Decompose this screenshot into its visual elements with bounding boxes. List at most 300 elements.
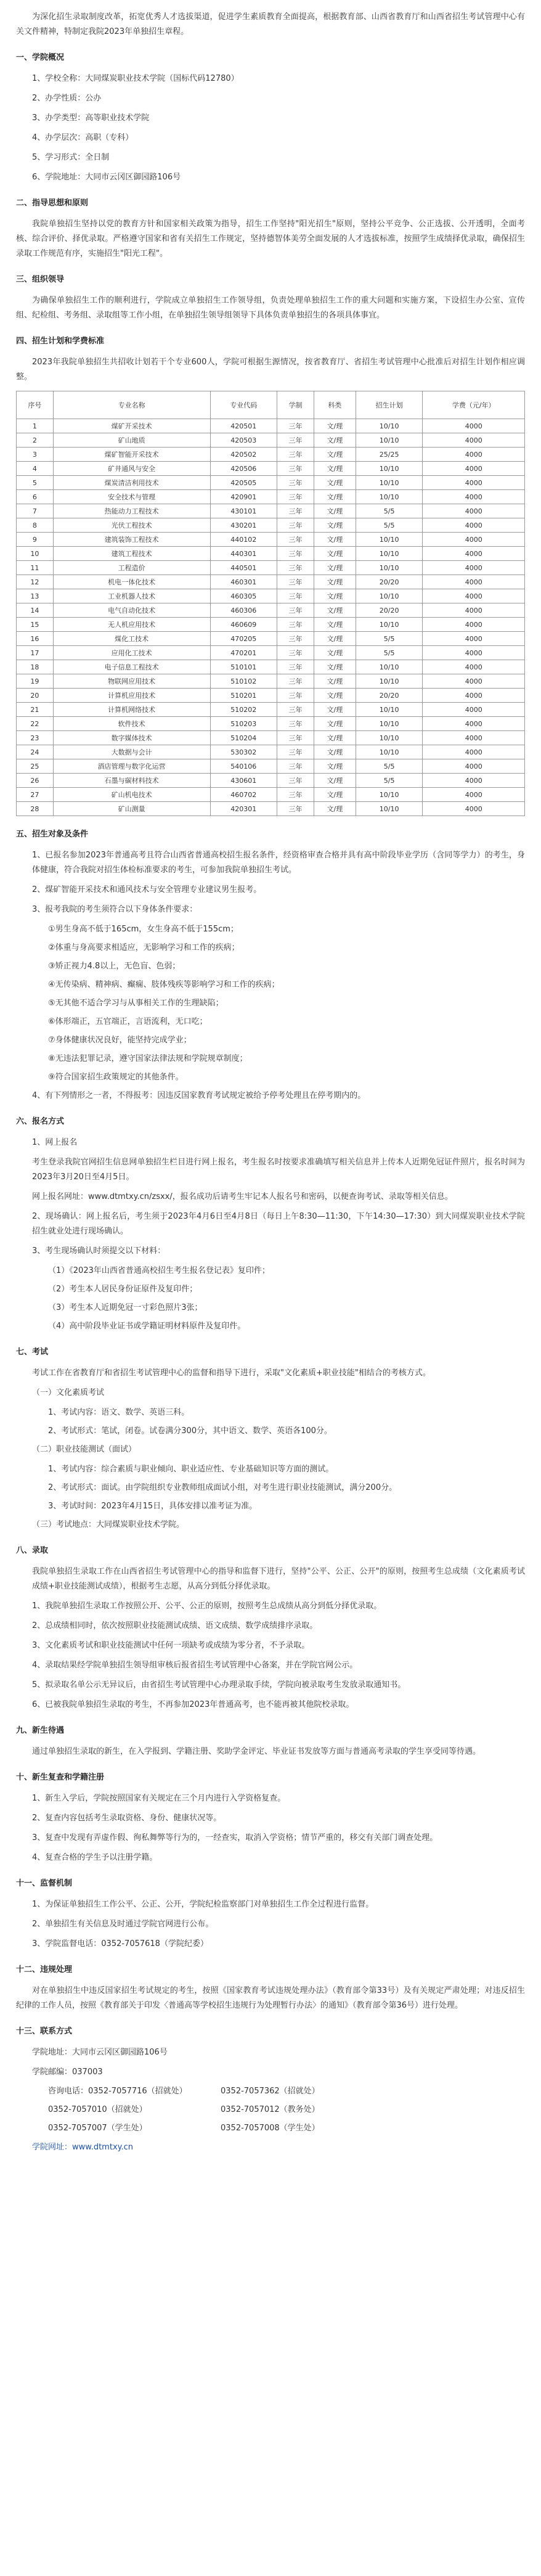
table-cell: 文/理 — [314, 802, 356, 816]
review-item: 2、复查内容包括考生录取资格、身份、健康状况等。 — [32, 1813, 222, 1823]
supervision-item: 1、为保证单独招生工作公平、公正、公开，学院纪检监察部门对单独招生工作全过程进行监督。 — [32, 1900, 374, 1909]
table-cell: 文/理 — [314, 518, 356, 533]
table-cell: 4000 — [423, 774, 525, 788]
table-cell: 矿山机电技术 — [53, 788, 210, 802]
table-cell: 文/理 — [314, 646, 356, 660]
registration-item: （1）《2023年山西省普通高校招生考生报名登记表》复印件； — [48, 1266, 270, 1275]
table-cell: 软件技术 — [53, 717, 210, 731]
table-cell: 11 — [17, 561, 54, 575]
registration-item: 1、网上报名 — [32, 1138, 78, 1147]
table-header-cell: 招生计划 — [356, 391, 423, 419]
table-cell: 10/10 — [356, 419, 423, 433]
table-cell: 文/理 — [314, 589, 356, 603]
table-cell: 10/10 — [356, 660, 423, 674]
table-cell: 三年 — [277, 774, 314, 788]
table-cell: 4000 — [423, 433, 525, 448]
table-cell: 27 — [17, 788, 54, 802]
table-row — [17, 504, 525, 518]
table-cell: 8 — [17, 518, 54, 533]
table-cell: 三年 — [277, 490, 314, 504]
section-heading: 一、学院概况 — [16, 53, 65, 62]
table-cell: 三年 — [277, 674, 314, 689]
table-cell: 510204 — [210, 731, 277, 745]
phone-row — [16, 2103, 525, 2117]
table-cell: 文/理 — [314, 575, 356, 589]
section-heading: 十二、违规处理 — [16, 1965, 73, 1974]
table-cell: 矿井通风与安全 — [53, 462, 210, 476]
table-cell: 9 — [17, 533, 54, 547]
table-cell: 1 — [17, 419, 54, 433]
table-cell: 文/理 — [314, 632, 356, 646]
table-cell: 文/理 — [314, 433, 356, 448]
table-cell: 22 — [17, 717, 54, 731]
registration-item: （2）考生本人居民身份证原件及复印件； — [48, 1285, 198, 1294]
table-cell: 文/理 — [314, 774, 356, 788]
phone-number: 0352-7057012（教务处） — [221, 2105, 320, 2114]
table-cell: 4000 — [423, 802, 525, 816]
table-cell: 煤炭清洁利用技术 — [53, 476, 210, 490]
table-cell: 10/10 — [356, 589, 423, 603]
eligibility-item: ⑤无其他不适合学习与从事相关工作的生理缺陷； — [48, 999, 224, 1008]
table-cell: 20/20 — [356, 575, 423, 589]
table-cell: 三年 — [277, 745, 314, 759]
table-cell: 10/10 — [356, 717, 423, 731]
table-cell: 18 — [17, 660, 54, 674]
section-heading: 十三、联系方式 — [16, 2027, 73, 2036]
registration-item: 3、考生现场确认时须提交以下材料： — [32, 1246, 166, 1256]
table-cell: 440102 — [210, 533, 277, 547]
overview-item: 4、办学层次：高职（专科） — [32, 133, 134, 142]
supervision-list — [16, 1897, 525, 1952]
exam-item: 考试工作在省教育厅和省招生考试管理中心的监督和指导下进行，采取"文化素质+职业技能"相结合的考核方式。 — [32, 1368, 431, 1378]
supervision-item: 3、学院监督电话：0352-7057618（学院纪委） — [32, 1939, 208, 1948]
table-cell: 应用化工技术 — [53, 646, 210, 660]
table-cell: 23 — [17, 731, 54, 745]
phone-number: 咨询电话：0352-7057716（招就处） — [48, 2087, 187, 2096]
table-cell: 3 — [17, 448, 54, 462]
table-cell: 460702 — [210, 788, 277, 802]
table-cell: 510102 — [210, 674, 277, 689]
admission-item: 2、总成绩相同时，依次按照职业技能测试成绩、语文成绩、数学成绩排序录取。 — [32, 1621, 318, 1630]
table-cell: 10/10 — [356, 547, 423, 561]
overview-item: 5、学习形式：全日制 — [32, 153, 110, 162]
table-header-cell: 科类 — [314, 391, 356, 419]
section-heading: 六、报名方式 — [16, 1117, 65, 1126]
table-cell: 物联网应用技术 — [53, 674, 210, 689]
table-cell: 文/理 — [314, 476, 356, 490]
table-cell: 25/25 — [356, 448, 423, 462]
registration-item: 网上报名网址：www.dtmtxy.cn/zsxx/，报名成功后请考生牢记本人报名号和密码，以便查询考试、录取等相关信息。 — [32, 1192, 453, 1201]
table-cell: 4000 — [423, 490, 525, 504]
table-row — [17, 476, 525, 490]
table-cell: 10 — [17, 547, 54, 561]
table-header-row — [17, 391, 525, 419]
table-cell: 文/理 — [314, 703, 356, 717]
registration-item: （3）考生本人近期免冠一寸彩色照片3张； — [48, 1303, 203, 1312]
table-cell: 15 — [17, 618, 54, 632]
table-cell: 石墨与碳材料技术 — [53, 774, 210, 788]
table-cell: 三年 — [277, 788, 314, 802]
table-row — [17, 561, 525, 575]
review-item: 4、复查合格的学生予以注册学籍。 — [32, 1853, 158, 1862]
table-cell: 三年 — [277, 547, 314, 561]
table-cell: 28 — [17, 802, 54, 816]
organization-paragraph: 为确保单独招生工作的顺利进行，学院成立单独招生工作领导组，负责处理单独招生工作的重大问题和实施方案，下设招生办公室、宣传组、纪检组、考务组、录取组等工作小组，在单独招生领导组领导下具体负责单独招生的各项具体事宜。 — [16, 296, 525, 320]
table-cell: 工业机器人技术 — [53, 589, 210, 603]
section-heading: 八、录取 — [16, 1546, 49, 1555]
section-heading: 九、新生待遇 — [16, 1726, 65, 1735]
contact-postcode: 学院邮编：037003 — [32, 2067, 103, 2077]
table-row — [17, 533, 525, 547]
table-cell: 电子信息工程技术 — [53, 660, 210, 674]
table-cell: 4000 — [423, 603, 525, 618]
plan-intro: 2023年我院单独招生共招收计划若干个专业600人，学院可根据生源情况，按省教育厅、省招生考试管理中心批准后对招生计划作相应调整。 — [16, 358, 525, 382]
table-cell: 三年 — [277, 603, 314, 618]
table-cell: 三年 — [277, 717, 314, 731]
table-cell: 4000 — [423, 618, 525, 632]
table-cell: 10/10 — [356, 476, 423, 490]
benefits-paragraph: 通过单独招生录取的新生，在入学报到、学籍注册、奖助学金评定、毕业证书发放等方面与普通高考录取的学生享受同等待遇。 — [32, 1747, 481, 1756]
table-cell: 文/理 — [314, 689, 356, 703]
table-cell: 酒店管理与数字化运营 — [53, 759, 210, 774]
table-cell: 三年 — [277, 759, 314, 774]
table-cell: 三年 — [277, 660, 314, 674]
admission-item: 1、我院单独招生录取工作按照公开、公平、公正的原则，按照考生总成绩从高分到低分择优录取。 — [32, 1601, 382, 1611]
table-cell: 矿山地质 — [53, 433, 210, 448]
table-cell: 三年 — [277, 448, 314, 462]
table-cell: 5/5 — [356, 504, 423, 518]
table-cell: 计算机应用技术 — [53, 689, 210, 703]
table-cell: 文/理 — [314, 759, 356, 774]
table-cell: 文/理 — [314, 618, 356, 632]
table-cell: 三年 — [277, 504, 314, 518]
table-cell: 7 — [17, 504, 54, 518]
eligibility-item: 1、已报名参加2023年普通高考且符合山西省普通高校招生报名条件，经资格审查合格并具有高中阶段毕业学历（含同等学力）的考生，身体健康，符合我院对招生体检标准要求的考生，可参加我院单独招生考试。 — [32, 851, 525, 875]
table-cell: 三年 — [277, 589, 314, 603]
table-cell: 420505 — [210, 476, 277, 490]
table-cell: 电气自动化技术 — [53, 603, 210, 618]
table-cell: 530302 — [210, 745, 277, 759]
table-cell: 510201 — [210, 689, 277, 703]
table-cell: 10/10 — [356, 533, 423, 547]
table-row — [17, 575, 525, 589]
table-cell: 煤矿智能开采技术 — [53, 448, 210, 462]
table-cell: 三年 — [277, 646, 314, 660]
table-cell: 4000 — [423, 476, 525, 490]
table-cell: 20 — [17, 689, 54, 703]
phone-row — [16, 2122, 525, 2135]
table-cell: 无人机应用技术 — [53, 618, 210, 632]
table-cell: 煤化工技术 — [53, 632, 210, 646]
table-cell: 26 — [17, 774, 54, 788]
eligibility-item: 4、有下列情形之一者，不得报考：因违反国家教育考试规定被给予停考处理且在停考期内的。 — [32, 1091, 366, 1100]
eligibility-item: ⑥体形端正，五官端正，言语流利，无口吃； — [48, 1017, 208, 1026]
table-cell: 4000 — [423, 419, 525, 433]
table-row — [17, 462, 525, 476]
table-cell: 4000 — [423, 674, 525, 689]
table-cell: 510202 — [210, 703, 277, 717]
table-row — [17, 660, 525, 674]
table-cell: 文/理 — [314, 603, 356, 618]
table-cell: 文/理 — [314, 660, 356, 674]
exam-item: 3、考试时间：2023年4月15日，具体安排以准考证为准。 — [48, 1502, 258, 1511]
table-header-cell: 专业名称 — [53, 391, 210, 419]
exam-item: 1、考试内容：综合素质与职业倾向、职业适应性、专业基础知识等方面的测试。 — [48, 1465, 334, 1474]
table-cell: 文/理 — [314, 533, 356, 547]
table-cell: 文/理 — [314, 717, 356, 731]
table-cell: 460305 — [210, 589, 277, 603]
overview-item: 2、办学性质：公办 — [32, 94, 102, 103]
table-cell: 460301 — [210, 575, 277, 589]
table-body — [17, 419, 525, 816]
admission-item: 5、拟录取名单公示无异议后，由省招生考试管理中心办理录取手续，学院向被录取考生发放录取通知书。 — [32, 1680, 406, 1690]
eligibility-item: ⑦身体健康状况良好，能坚持完成学业； — [48, 1036, 192, 1045]
table-cell: 4000 — [423, 660, 525, 674]
table-cell: 三年 — [277, 476, 314, 490]
table-cell: 460609 — [210, 618, 277, 632]
table-cell: 4000 — [423, 646, 525, 660]
table-cell: 数字媒体技术 — [53, 731, 210, 745]
table-cell: 文/理 — [314, 419, 356, 433]
table-cell: 25 — [17, 759, 54, 774]
table-cell: 建筑装饰工程技术 — [53, 533, 210, 547]
table-cell: 三年 — [277, 575, 314, 589]
table-cell: 10/10 — [356, 802, 423, 816]
table-cell: 4000 — [423, 589, 525, 603]
table-cell: 4000 — [423, 518, 525, 533]
exam-item: 1、考试内容：语文、数学、英语三科。 — [48, 1408, 190, 1417]
table-row — [17, 788, 525, 802]
review-item: 1、新生入学后，学院按照国家有关规定在三个月内进行入学资格复查。 — [32, 1794, 286, 1803]
table-cell: 14 — [17, 603, 54, 618]
eligibility-item: ③矫正视力4.8以上，无色盲、色弱； — [48, 962, 181, 971]
table-row — [17, 731, 525, 745]
table-cell: 三年 — [277, 433, 314, 448]
section-heading: 七、考试 — [16, 1347, 49, 1357]
table-cell: 13 — [17, 589, 54, 603]
table-cell: 460306 — [210, 603, 277, 618]
table-cell: 机电一体化技术 — [53, 575, 210, 589]
table-cell: 10/10 — [356, 674, 423, 689]
table-cell: 4000 — [423, 689, 525, 703]
eligibility-item: ②体重与身高要求相适应，无影响学习和工作的疾病； — [48, 943, 240, 952]
table-cell: 430201 — [210, 518, 277, 533]
table-cell: 4000 — [423, 561, 525, 575]
table-row — [17, 547, 525, 561]
table-cell: 三年 — [277, 689, 314, 703]
table-cell: 文/理 — [314, 462, 356, 476]
table-cell: 10/10 — [356, 703, 423, 717]
table-cell: 10/10 — [356, 433, 423, 448]
enrollment-plan-table — [16, 391, 525, 816]
section-heading: 十、新生复查和学籍注册 — [16, 1773, 105, 1782]
table-row — [17, 703, 525, 717]
table-cell: 540106 — [210, 759, 277, 774]
table-row — [17, 618, 525, 632]
table-cell: 420502 — [210, 448, 277, 462]
table-cell: 420901 — [210, 490, 277, 504]
table-cell: 三年 — [277, 533, 314, 547]
registration-item: 考生登录我院官网招生信息网单独招生栏目进行网上报名，考生报名时按要求准确填写相关信息并上传本人近期免冠证件照片，报名时间为2023年3月20日至4月5日。 — [32, 1158, 525, 1182]
eligibility-list — [16, 848, 525, 1103]
table-cell: 4000 — [423, 533, 525, 547]
website-link[interactable]: 学院网址：www.dtmtxy.cn — [32, 2143, 133, 2152]
table-cell: 计算机网络技术 — [53, 703, 210, 717]
table-cell: 5/5 — [356, 774, 423, 788]
table-cell: 4000 — [423, 745, 525, 759]
table-cell: 文/理 — [314, 745, 356, 759]
table-cell: 510203 — [210, 717, 277, 731]
table-cell: 12 — [17, 575, 54, 589]
table-cell: 24 — [17, 745, 54, 759]
table-row — [17, 603, 525, 618]
table-cell: 文/理 — [314, 788, 356, 802]
table-cell: 文/理 — [314, 490, 356, 504]
phone-row — [16, 2085, 525, 2098]
table-cell: 三年 — [277, 703, 314, 717]
admission-item: 4、录取结果经学院单独招生领导组审核后报省招生考试管理中心备案，并在学院官网公示。 — [32, 1661, 358, 1670]
table-cell: 2 — [17, 433, 54, 448]
table-cell: 4000 — [423, 575, 525, 589]
section-heading: 三、组织领导 — [16, 275, 65, 284]
table-cell: 430101 — [210, 504, 277, 518]
table-cell: 10/10 — [356, 788, 423, 802]
table-cell: 16 — [17, 632, 54, 646]
table-cell: 煤矿开采技术 — [53, 419, 210, 433]
eligibility-item: ①男生身高不低于165cm，女生身高不低于155cm； — [48, 925, 238, 934]
table-cell: 矿山测量 — [53, 802, 210, 816]
table-cell: 440301 — [210, 547, 277, 561]
section-heading: 五、招生对象及条件 — [16, 830, 89, 839]
table-row — [17, 589, 525, 603]
table-cell: 4000 — [423, 788, 525, 802]
table-row — [17, 717, 525, 731]
table-cell: 三年 — [277, 731, 314, 745]
registration-item: （4）高中阶段毕业证书或学籍证明材料原件及复印件。 — [48, 1322, 246, 1331]
table-cell: 三年 — [277, 462, 314, 476]
table-cell: 大数据与会计 — [53, 745, 210, 759]
table-header-cell: 学制 — [277, 391, 314, 419]
admission-item: 6、已被我院单独招生录取的考生，不再参加2023年普通高考，也不能再被其他院校录取。 — [32, 1700, 354, 1709]
review-item: 3、复查中发现有弄虚作假、徇私舞弊等行为的，一经查实，取消入学资格；情节严重的，移交有关部门调查处理。 — [32, 1833, 438, 1842]
exam-item: 2、考试形式：笔试，闭卷。试卷满分300分，其中语文、数学、英语各100分。 — [48, 1426, 332, 1436]
review-list — [16, 1791, 525, 1865]
table-cell: 440501 — [210, 561, 277, 575]
table-row — [17, 433, 525, 448]
table-cell: 三年 — [277, 632, 314, 646]
table-cell: 4 — [17, 462, 54, 476]
eligibility-item: 3、报考我院的考生须符合以下身体条件要求： — [32, 905, 198, 914]
table-cell: 4000 — [423, 462, 525, 476]
registration-item: 2、现场确认：网上报名后，考生须于2023年4月6日至4月8日（每日上午8:30—11:30，下午14:30—17:30）到大同煤炭职业技术学院招生就业处进行现场确认。 — [32, 1212, 525, 1236]
table-cell: 4000 — [423, 759, 525, 774]
table-cell: 建筑工程技术 — [53, 547, 210, 561]
table-cell: 三年 — [277, 518, 314, 533]
table-row — [17, 632, 525, 646]
table-cell: 三年 — [277, 802, 314, 816]
table-cell: 10/10 — [356, 745, 423, 759]
table-cell: 文/理 — [314, 547, 356, 561]
table-cell: 10/10 — [356, 618, 423, 632]
eligibility-item: 2、煤矿智能开采技术和通风技术与安全管理专业建议男生报考。 — [32, 885, 262, 894]
table-cell: 470205 — [210, 632, 277, 646]
table-cell: 5/5 — [356, 518, 423, 533]
table-cell: 文/理 — [314, 674, 356, 689]
table-cell: 安全技术与管理 — [53, 490, 210, 504]
exam-list — [16, 1366, 525, 1532]
table-cell: 4000 — [423, 547, 525, 561]
section-heading: 十一、监督机制 — [16, 1879, 73, 1888]
table-cell: 10/10 — [356, 731, 423, 745]
section-heading: 四、招生计划和学费标准 — [16, 337, 105, 346]
table-cell: 5/5 — [356, 646, 423, 660]
table-cell: 10/10 — [356, 561, 423, 575]
exam-item: （一）文化素质考试 — [32, 1388, 105, 1397]
table-cell: 4000 — [423, 717, 525, 731]
section-heading: 二、指导思想和原则 — [16, 198, 89, 208]
exam-item: （二）职业技能测试（面试） — [32, 1445, 137, 1454]
phone-number: 0352-7057010（招就处） — [48, 2105, 147, 2114]
table-cell: 5/5 — [356, 759, 423, 774]
supervision-item: 2、单独招生有关信息及时通过学院官网进行公布。 — [32, 1920, 214, 1929]
table-row — [17, 419, 525, 433]
table-cell: 10/10 — [356, 490, 423, 504]
table-cell: 文/理 — [314, 504, 356, 518]
overview-item: 1、学校全称：大同煤炭职业技术学院（国标代码12780） — [32, 74, 239, 83]
table-header-cell: 序号 — [17, 391, 54, 419]
table-cell: 4000 — [423, 448, 525, 462]
table-row — [17, 745, 525, 759]
table-row — [17, 759, 525, 774]
table-cell: 510101 — [210, 660, 277, 674]
table-cell: 19 — [17, 674, 54, 689]
table-row — [17, 802, 525, 816]
contact-phones — [16, 2085, 525, 2135]
table-cell: 17 — [17, 646, 54, 660]
table-row — [17, 448, 525, 462]
table-cell: 420506 — [210, 462, 277, 476]
table-header-cell: 学费（元/年） — [423, 391, 525, 419]
table-cell: 热能动力工程技术 — [53, 504, 210, 518]
eligibility-item: ④无传染病、精神病、癫痫、肢体残疾等影响学习和工作的疾病； — [48, 980, 280, 989]
intro-paragraph: 为深化招生录取制度改革，拓宽优秀人才选拔渠道，促进学生素质教育全面提高，根据教育部、山西省教育厅和山西省招生考试管理中心有关文件精神，特制定我院2023年单独招生章程。 — [16, 12, 525, 36]
table-cell: 420501 — [210, 419, 277, 433]
table-row — [17, 646, 525, 660]
exam-item: （三）考试地点：大同煤炭职业技术学院。 — [32, 1520, 185, 1529]
eligibility-item: ⑨符合国家招生政策规定的其他条件。 — [48, 1073, 184, 1082]
table-row — [17, 518, 525, 533]
table-cell: 420503 — [210, 433, 277, 448]
overview-item: 6、学院地址：大同市云冈区御园路106号 — [32, 173, 181, 182]
table-header-cell: 专业代码 — [210, 391, 277, 419]
table-cell: 4000 — [423, 703, 525, 717]
phone-number: 0352-7057362（招就处） — [221, 2087, 320, 2096]
contact-address: 学院地址：大同市云冈区御园路106号 — [32, 2048, 168, 2057]
admission-item: 3、文化素质考试和职业技能测试中任何一项缺考或成绩为零分者，不予录取。 — [32, 1641, 310, 1650]
principles-paragraph: 我院单独招生坚持以党的教育方针和国家相关政策为指导，招生工作坚持"阳光招生"原则，坚持公平竞争、公正选拔、公开透明，全面考核、综合评价、择优录取。严格遵守国家和省有关招生工作规定，坚持德智体美劳全面发展的人才选拔标准，按照学生成绩择优录取，确保招生录取工作规范有序，实施招生"阳光工程"。 — [16, 219, 525, 258]
table-cell: 文/理 — [314, 448, 356, 462]
table-row — [17, 689, 525, 703]
table-cell: 6 — [17, 490, 54, 504]
table-cell: 4000 — [423, 632, 525, 646]
table-cell: 4000 — [423, 504, 525, 518]
table-cell: 三年 — [277, 561, 314, 575]
table-cell: 4000 — [423, 731, 525, 745]
admission-list — [16, 1564, 525, 1712]
table-cell: 5 — [17, 476, 54, 490]
table-cell: 三年 — [277, 419, 314, 433]
overview-item: 3、办学类型：高等职业技术学院 — [32, 113, 150, 123]
